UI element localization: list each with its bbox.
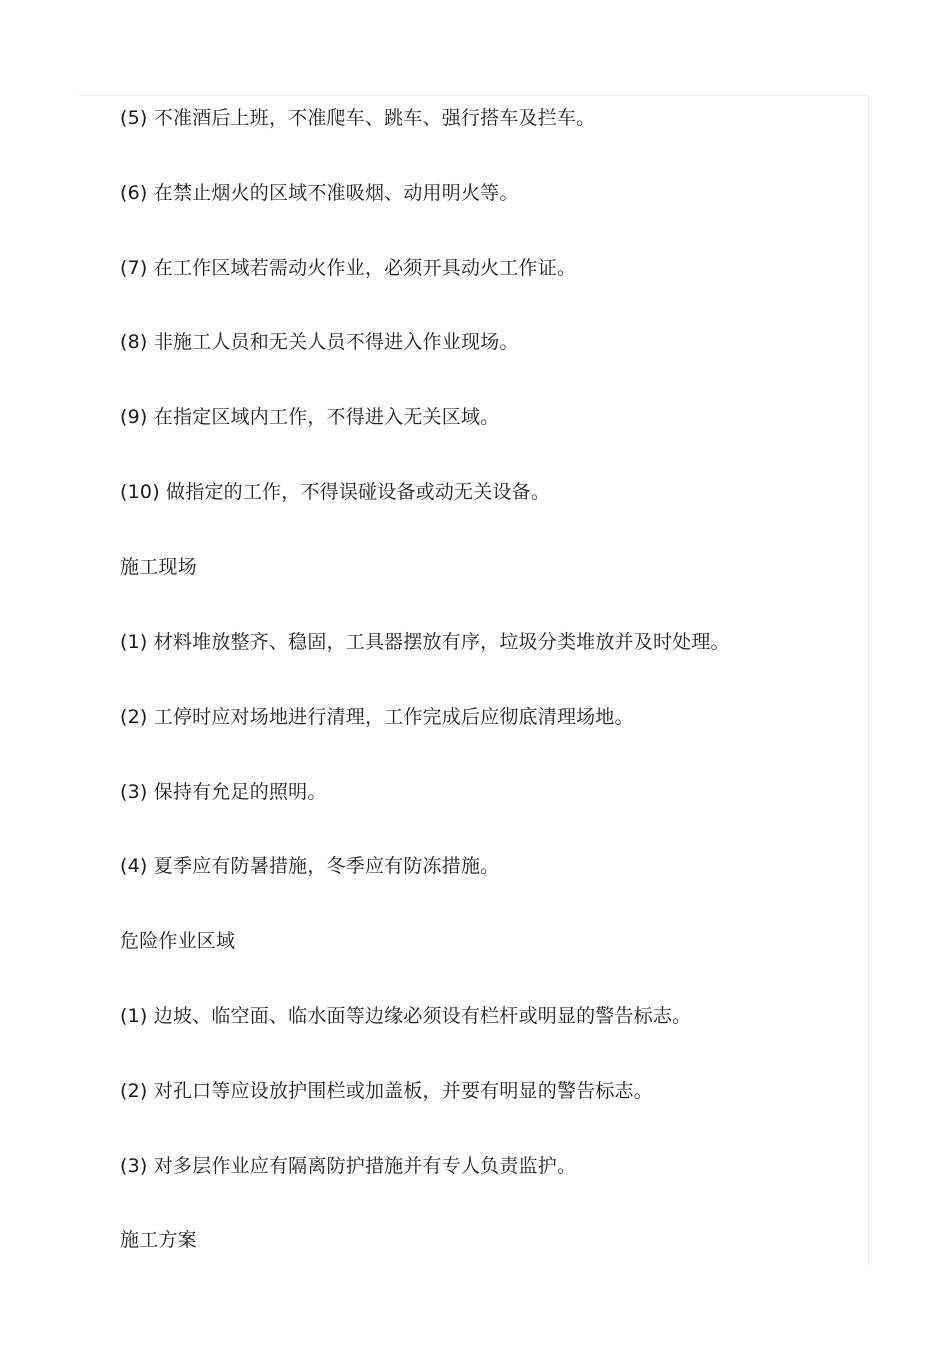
rule-item-9: (9) 在指定区域内工作，不得进入无关区域。 <box>120 406 500 428</box>
rule-item-7: (7) 在工作区域若需动火作业，必须开具动火工作证。 <box>120 257 577 279</box>
rule-item-5: (5) 不准酒后上班，不准爬车、跳车、强行搭车及拦车。 <box>120 107 596 129</box>
section-heading-plan: 施工方案 <box>120 1229 197 1251</box>
rule-item-8: (8) 非施工人员和无关人员不得进入作业现场。 <box>120 331 519 353</box>
danger-item-1: (1) 边坡、临空面、临水面等边缘必须设有栏杆或明显的警告标志。 <box>120 1005 692 1027</box>
danger-item-2: (2) 对孔口等应设放护围栏或加盖板，并要有明显的警告标志。 <box>120 1080 653 1102</box>
site-item-3: (3) 保持有允足的照明。 <box>120 781 327 803</box>
site-item-1: (1) 材料堆放整齐、稳固，工具器摆放有序，垃圾分类堆放并及时处理。 <box>120 631 730 653</box>
rule-item-10: (10) 做指定的工作，不得误碰设备或动无关设备。 <box>120 481 551 503</box>
section-heading-site: 施工现场 <box>120 556 197 578</box>
site-item-2: (2) 工停时应对场地进行清理，工作完成后应彻底清理场地。 <box>120 706 634 728</box>
site-item-4: (4) 夏季应有防暑措施，冬季应有防冻措施。 <box>120 855 500 877</box>
section-heading-danger-zone: 危险作业区域 <box>120 930 236 952</box>
danger-item-3: (3) 对多层作业应有隔离防护措施并有专人负责监护。 <box>120 1155 577 1177</box>
rule-item-6: (6) 在禁止烟火的区域不准吸烟、动用明火等。 <box>120 182 519 204</box>
